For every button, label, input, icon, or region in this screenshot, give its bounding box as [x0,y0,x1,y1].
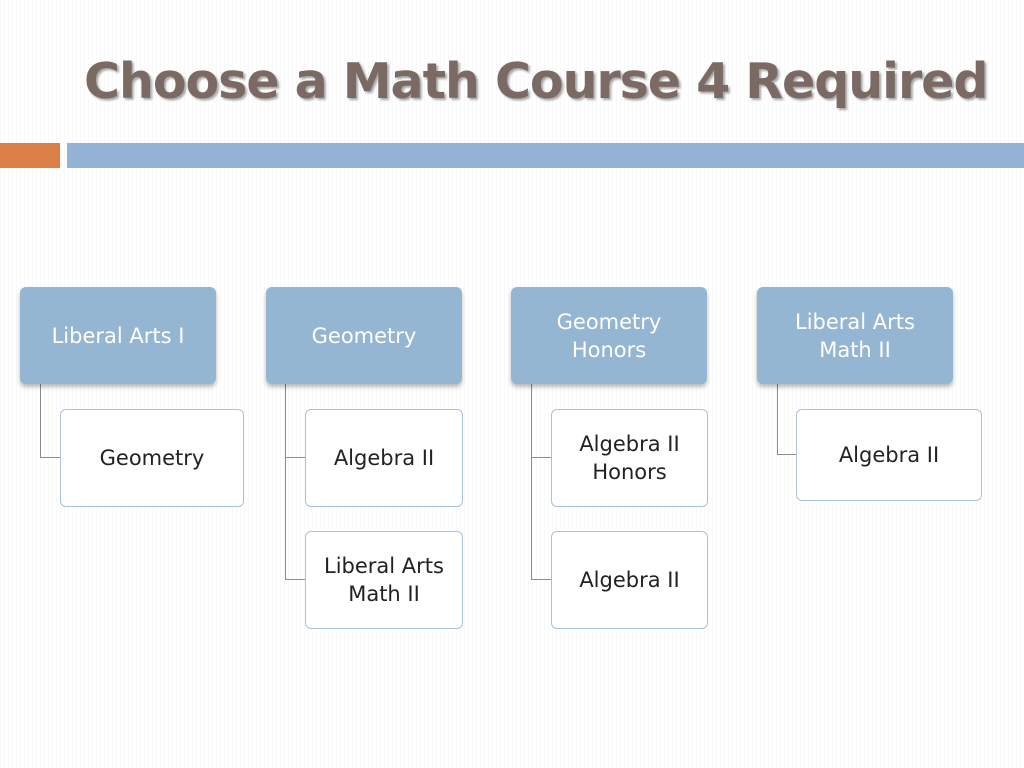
accent-bar-blue [67,143,1024,168]
connector-line [531,579,551,580]
connector-line [531,457,551,458]
connector-line [285,579,305,580]
next-course-box: Algebra II [796,409,982,501]
next-course-box: Liberal Arts Math II [305,531,463,629]
connector-line [285,457,305,458]
next-course-box: Algebra II [551,531,708,629]
course-box-geometry-honors: Geometry Honors [511,287,707,384]
next-course-box: Algebra II [305,409,463,507]
accent-bar-orange [0,143,60,168]
course-box-liberal-arts-math-ii: Liberal Arts Math II [757,287,953,384]
next-course-box: Geometry [60,409,244,507]
connector-line [531,384,532,580]
course-box-liberal-arts-i: Liberal Arts I [20,287,216,384]
connector-line [777,454,796,455]
connector-line [777,384,778,455]
next-course-box: Algebra II Honors [551,409,708,507]
connector-line [40,457,60,458]
connector-line [40,384,41,458]
connector-line [285,384,286,580]
slide-title: Choose a Math Course 4 Required [84,53,988,110]
course-box-geometry: Geometry [266,287,462,384]
